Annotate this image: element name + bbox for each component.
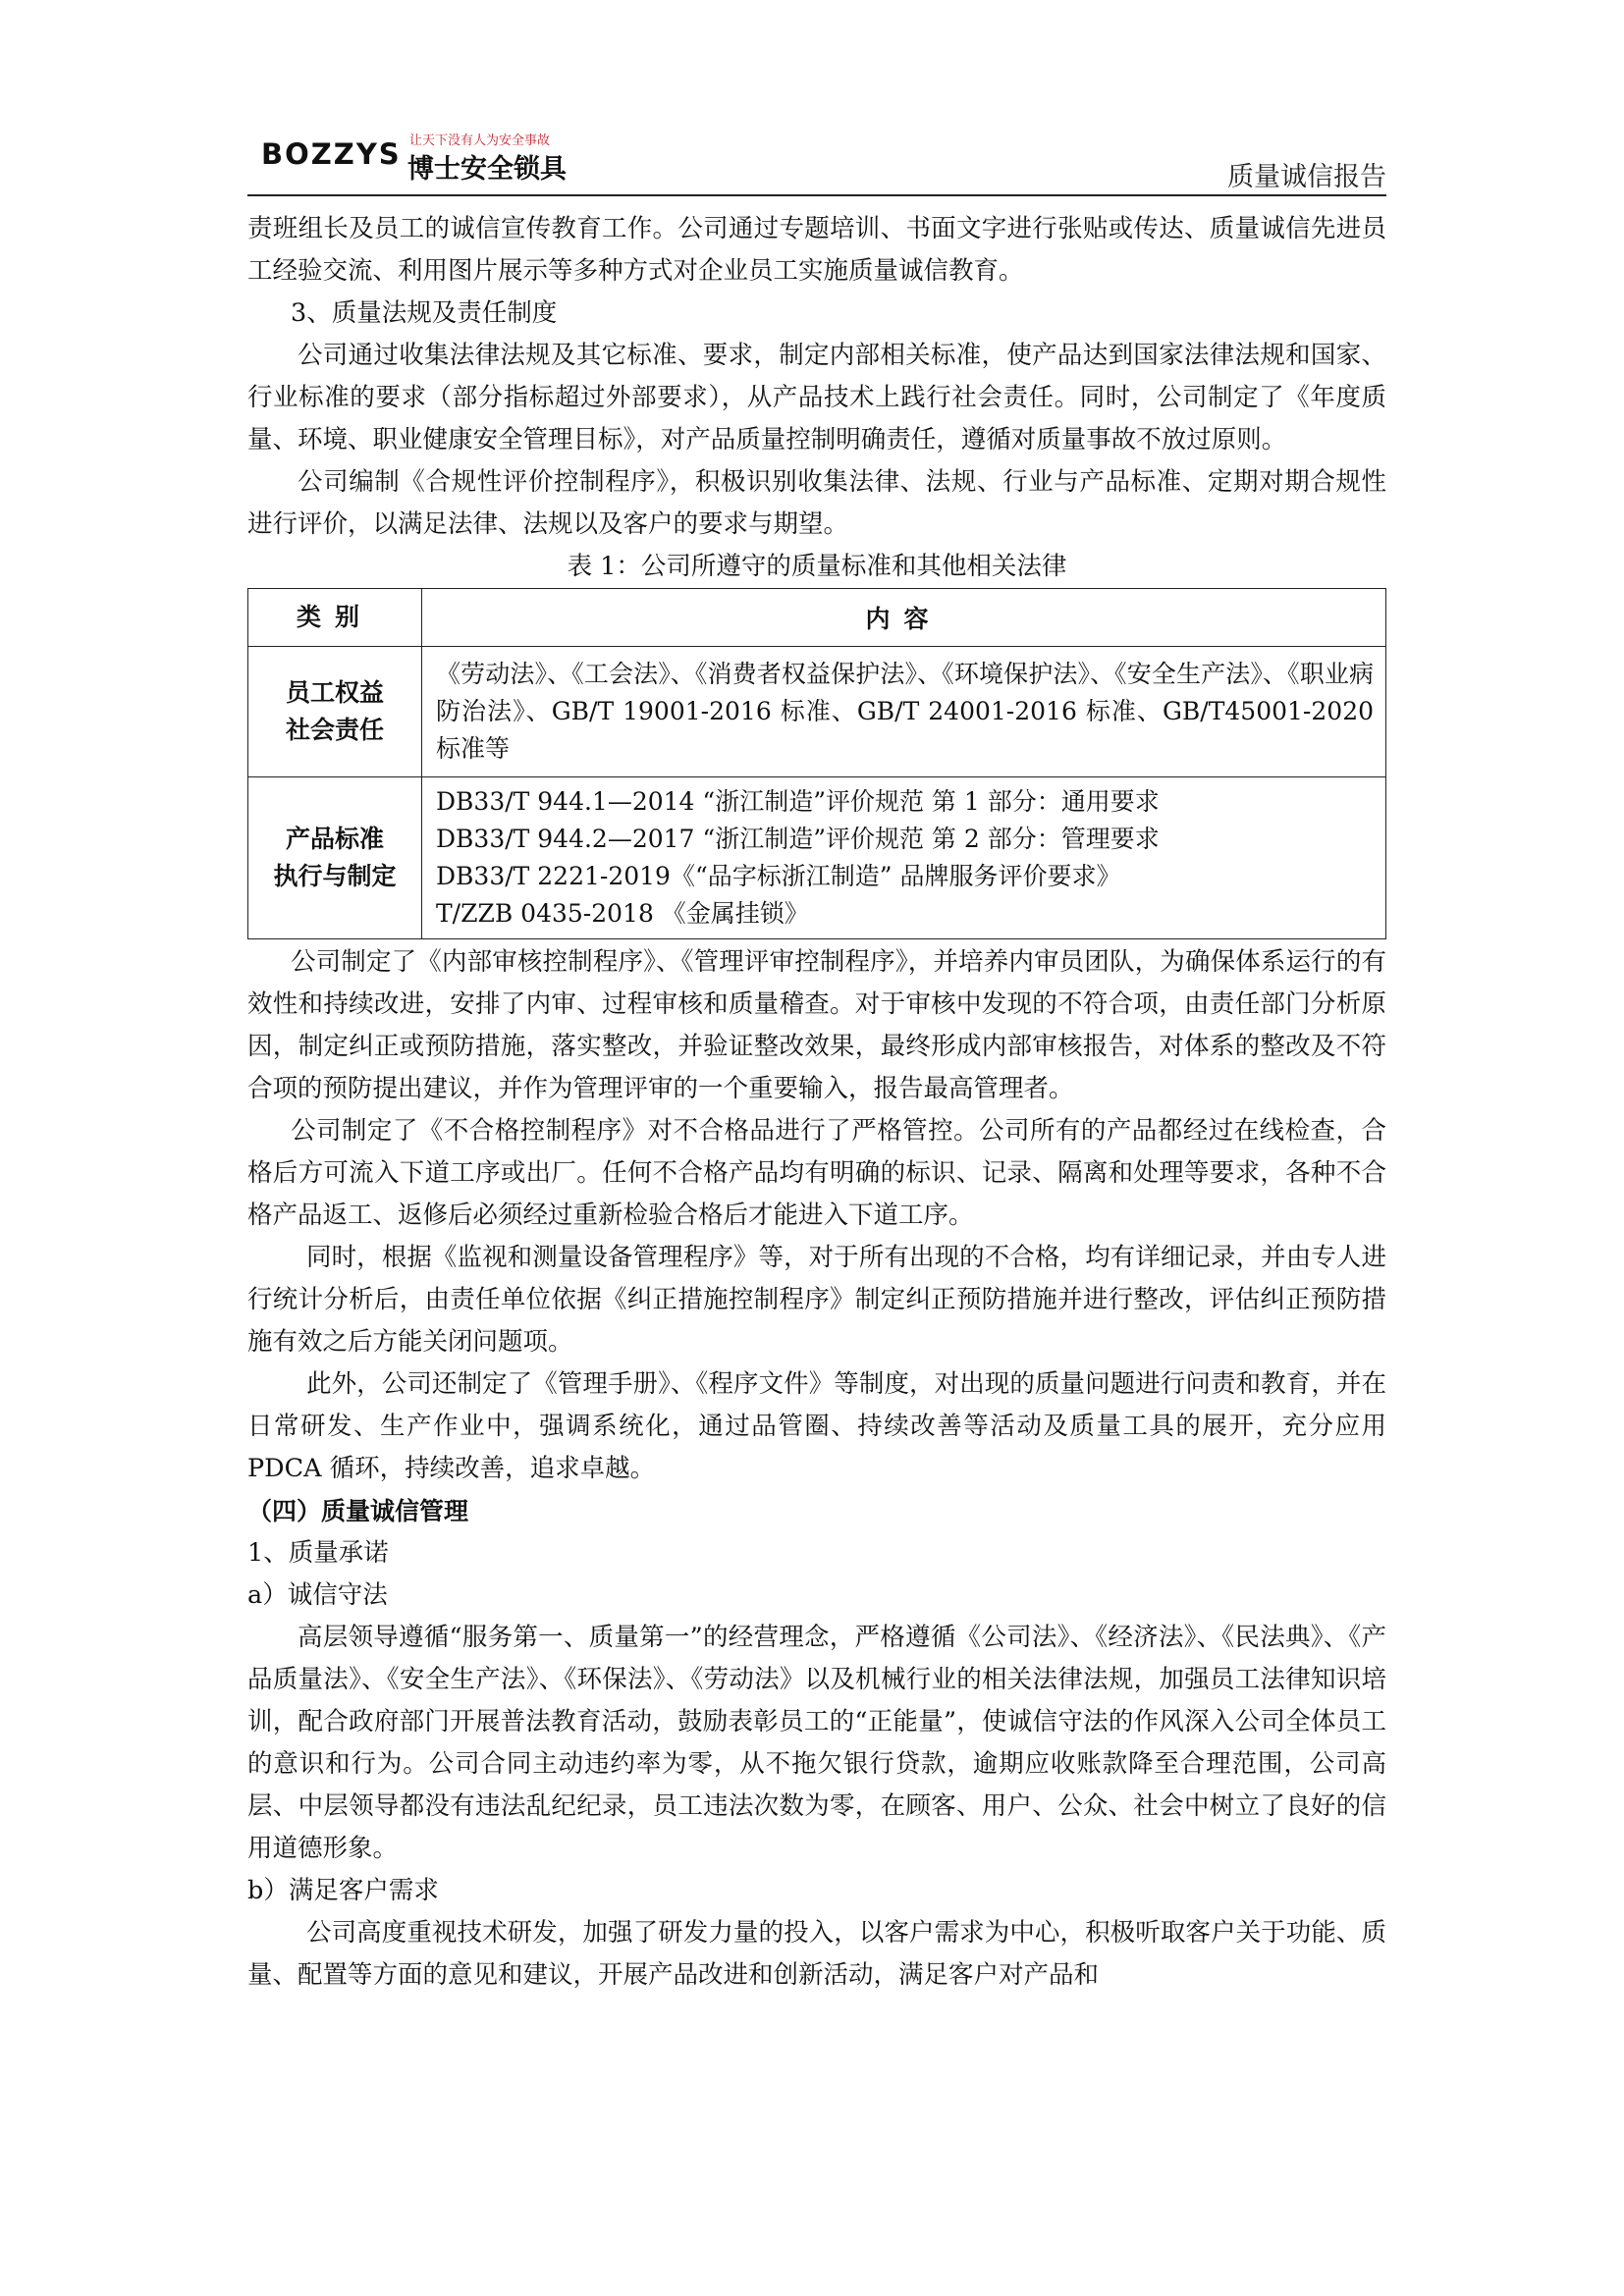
page-header — [247, 116, 1386, 194]
report-title: 质量诚信报告 — [1227, 162, 1386, 192]
category-line: 员工权益 — [285, 678, 384, 707]
section-heading: （四）质量诚信管理 — [247, 1497, 469, 1525]
table-caption: 表 1：公司所遵守的质量标准和其他相关法律 — [567, 552, 1067, 581]
table-header-content: 内容 — [422, 589, 1386, 647]
paragraph: 公司制定了《内部审核控制程序》、《管理评审控制程序》，并培养内审员团队，为确保体系运行的有效性和持续改进，安排了内审、过程审核和质量稽查。对于审核中发现的不符合项，由责任部门分析原因，制定纠正或预防措施，落实整改，并验证整改效果，最终形成内部审核报告，对体系的整改及不符合项的预防提出建议，并作为管理评审的一个重要输入，报告最高管理者。 — [247, 947, 1386, 1103]
table-header-row — [248, 589, 1386, 647]
table-header-category: 类别 — [248, 589, 422, 647]
paragraph: 公司编制《合规性评价控制程序》，积极识别收集法律、法规、行业与产品标准、定期对期合规性进行评价，以满足法律、法规以及客户的要求与期望。 — [247, 467, 1386, 539]
table-category-cell — [248, 647, 422, 777]
subsection-heading: a）诚信守法 — [247, 1580, 388, 1610]
paragraph: 公司通过收集法律法规及其它标准、要求，制定内部相关标准，使产品达到国家法律法规和国家、行业标准的要求（部分指标超过外部要求），从产品技术上践行社会责任。同时，公司制定了《年度质量、环境、职业健康安全管理目标》，对产品质量控制明确责任，遵循对质量事故不放过原则。 — [247, 341, 1386, 454]
document-body — [247, 208, 1386, 1997]
company-logo-mark: BOZZYS — [261, 137, 402, 171]
company-slogan: 让天下没有人为安全事故 — [409, 133, 551, 148]
category-line: 产品标准 — [285, 825, 384, 853]
standard-line: DB33/T 944.2—2017 “浙江制造”评价规范 第 2 部分：管理要求 — [436, 825, 1160, 853]
category-line: 社会责任 — [285, 716, 384, 744]
paragraph: 此外，公司还制定了《管理手册》、《程序文件》等制度，对出现的质量问题进行问责和教育，并在日常研发、生产作业中，强调系统化，通过品管圈、持续改善等活动及质量工具的展开，充分应用 PDCA 循环，持续改善，追求卓越。 — [247, 1369, 1386, 1483]
paragraph: 同时，根据《监视和测量设备管理程序》等，对于所有出现的不合格，均有详细记录，并由专人进行统计分析后，由责任单位依据《纠正措施控制程序》制定纠正预防措施并进行整改，评估纠正预防措施有效之后方能关闭问题项。 — [247, 1243, 1386, 1357]
table-content-cell: 《劳动法》、《工会法》、《消费者权益保护法》、《环境保护法》、《安全生产法》、《职业病防治法》、GB/T 19001-2016 标准、GB/T 24001-2016 标准、GB/T45001-2020 标准等 — [422, 647, 1386, 777]
standard-line: T/ZZB 0435-2018 《金属挂锁》 — [436, 899, 809, 928]
subsection-heading: 3、质量法规及责任制度 — [291, 298, 558, 328]
subsection-heading: b）满足客户需求 — [247, 1876, 439, 1905]
subsection-heading: 1、质量承诺 — [247, 1538, 389, 1568]
header-divider — [247, 194, 1386, 196]
standards-table — [247, 588, 1386, 939]
category-line: 执行与制定 — [273, 862, 397, 890]
table-content-cell — [422, 777, 1386, 939]
company-name: 博士安全锁具 — [407, 154, 567, 185]
paragraph: 公司高度重视技术研发，加强了研发力量的投入，以客户需求为中心，积极听取客户关于功能、质量、配置等方面的意见和建议，开展产品改进和创新活动，满足客户对产品和 — [247, 1918, 1386, 1990]
paragraph: 高层领导遵循“服务第一、质量第一”的经营理念，严格遵循《公司法》、《经济法》、《民法典》、《产品质量法》、《安全生产法》、《环保法》、《劳动法》以及机械行业的相关法律法规，加强员工法律知识培训，配合政府部门开展普法教育活动，鼓励表彰员工的“正能量”，使诚信守法的作风深入公司全体员工的意识和行为。公司合同主动违约率为零，从不拖欠银行贷款，逾期应收账款降至合理范围，公司高层、中层领导都没有违法乱纪纪录，员工违法次数为零，在顾客、用户、公众、社会中树立了良好的信用道德形象。 — [247, 1623, 1386, 1863]
table-row — [248, 647, 1386, 777]
table-category-cell — [248, 777, 422, 939]
paragraph: 责班组长及员工的诚信宣传教育工作。公司通过专题培训、书面文字进行张贴或传达、质量诚信先进员工经验交流、利用图片展示等多种方式对企业员工实施质量诚信教育。 — [247, 214, 1386, 286]
table-row — [248, 777, 1386, 939]
paragraph: 公司制定了《不合格控制程序》对不合格品进行了严格管控。公司所有的产品都经过在线检查，合格后方可流入下道工序或出厂。任何不合格产品均有明确的标识、记录、隔离和处理等要求，各种不合格产品返工、返修后必须经过重新检验合格后才能进入下道工序。 — [247, 1116, 1386, 1230]
standard-line: DB33/T 2221-2019《“品字标浙江制造” 品牌服务评价要求》 — [436, 862, 1121, 890]
standard-line: DB33/T 944.1—2014 “浙江制造”评价规范 第 1 部分：通用要求 — [436, 787, 1160, 816]
